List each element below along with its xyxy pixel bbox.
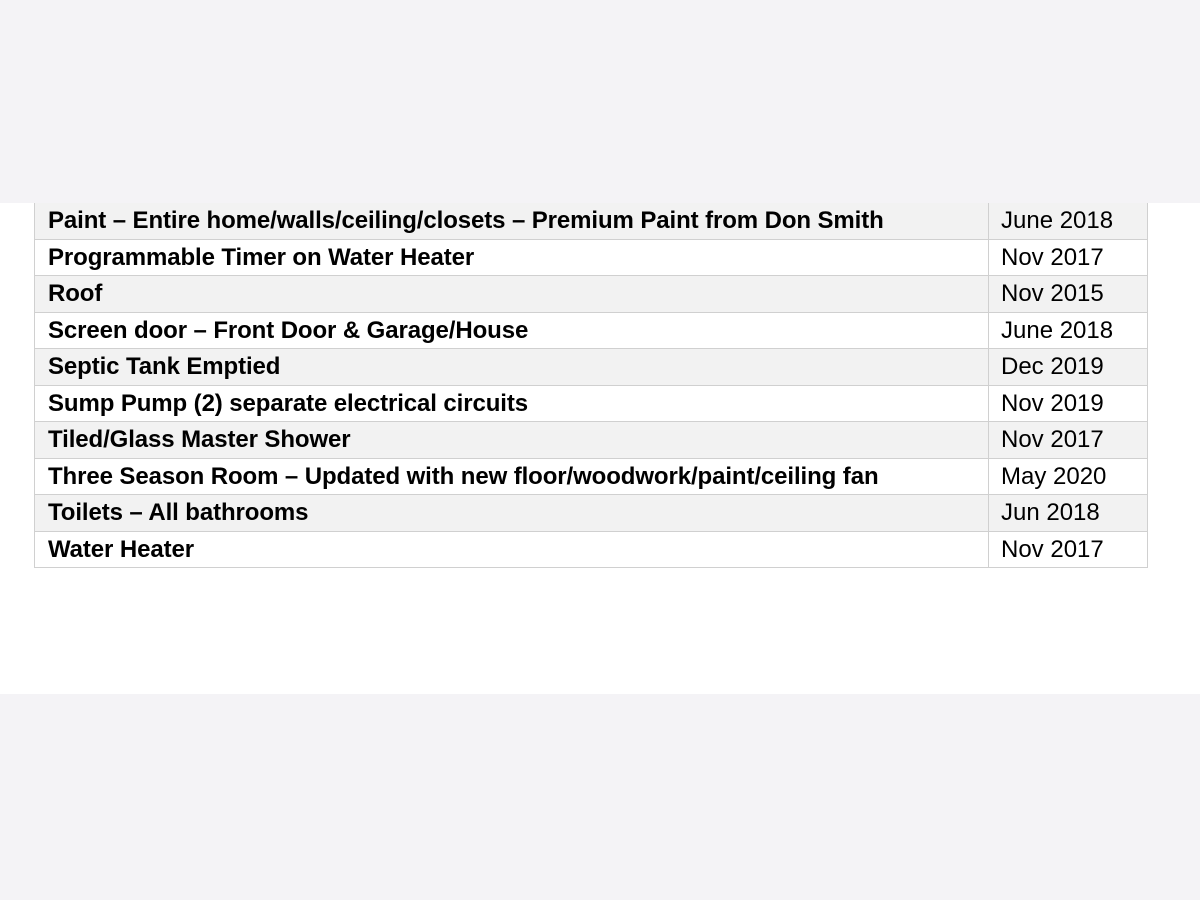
table-row [35, 203, 1148, 239]
table-row [35, 276, 1148, 313]
date-cell: Dec 2019 [989, 349, 1148, 386]
date-cell: Nov 2017 [989, 239, 1148, 276]
date-cell: June 2018 [989, 203, 1148, 239]
item-cell: Paint – Entire home/walls/ceiling/closets – Premium Paint from Don Smith [35, 203, 989, 239]
item-cell: Screen door – Front Door & Garage/House [35, 312, 989, 349]
date-cell: Nov 2017 [989, 422, 1148, 459]
item-cell: Roof [35, 276, 989, 313]
table-row [35, 312, 1148, 349]
table-row [35, 458, 1148, 495]
item-cell: Tiled/Glass Master Shower [35, 422, 989, 459]
table-row [35, 239, 1148, 276]
date-cell: Jun 2018 [989, 495, 1148, 532]
document-page [0, 203, 1200, 694]
table-row [35, 531, 1148, 568]
item-cell: Sump Pump (2) separate electrical circuits [35, 385, 989, 422]
item-cell: Programmable Timer on Water Heater [35, 239, 989, 276]
item-cell: Toilets – All bathrooms [35, 495, 989, 532]
item-cell: Water Heater [35, 531, 989, 568]
date-cell: May 2020 [989, 458, 1148, 495]
improvements-table [34, 203, 1148, 568]
item-cell: Three Season Room – Updated with new floor/woodwork/paint/ceiling fan [35, 458, 989, 495]
table-body [35, 203, 1148, 568]
table-row [35, 495, 1148, 532]
table-row [35, 349, 1148, 386]
date-cell: Nov 2017 [989, 531, 1148, 568]
item-cell: Septic Tank Emptied [35, 349, 989, 386]
date-cell: Nov 2019 [989, 385, 1148, 422]
date-cell: Nov 2015 [989, 276, 1148, 313]
table-row [35, 385, 1148, 422]
table-row [35, 422, 1148, 459]
date-cell: June 2018 [989, 312, 1148, 349]
